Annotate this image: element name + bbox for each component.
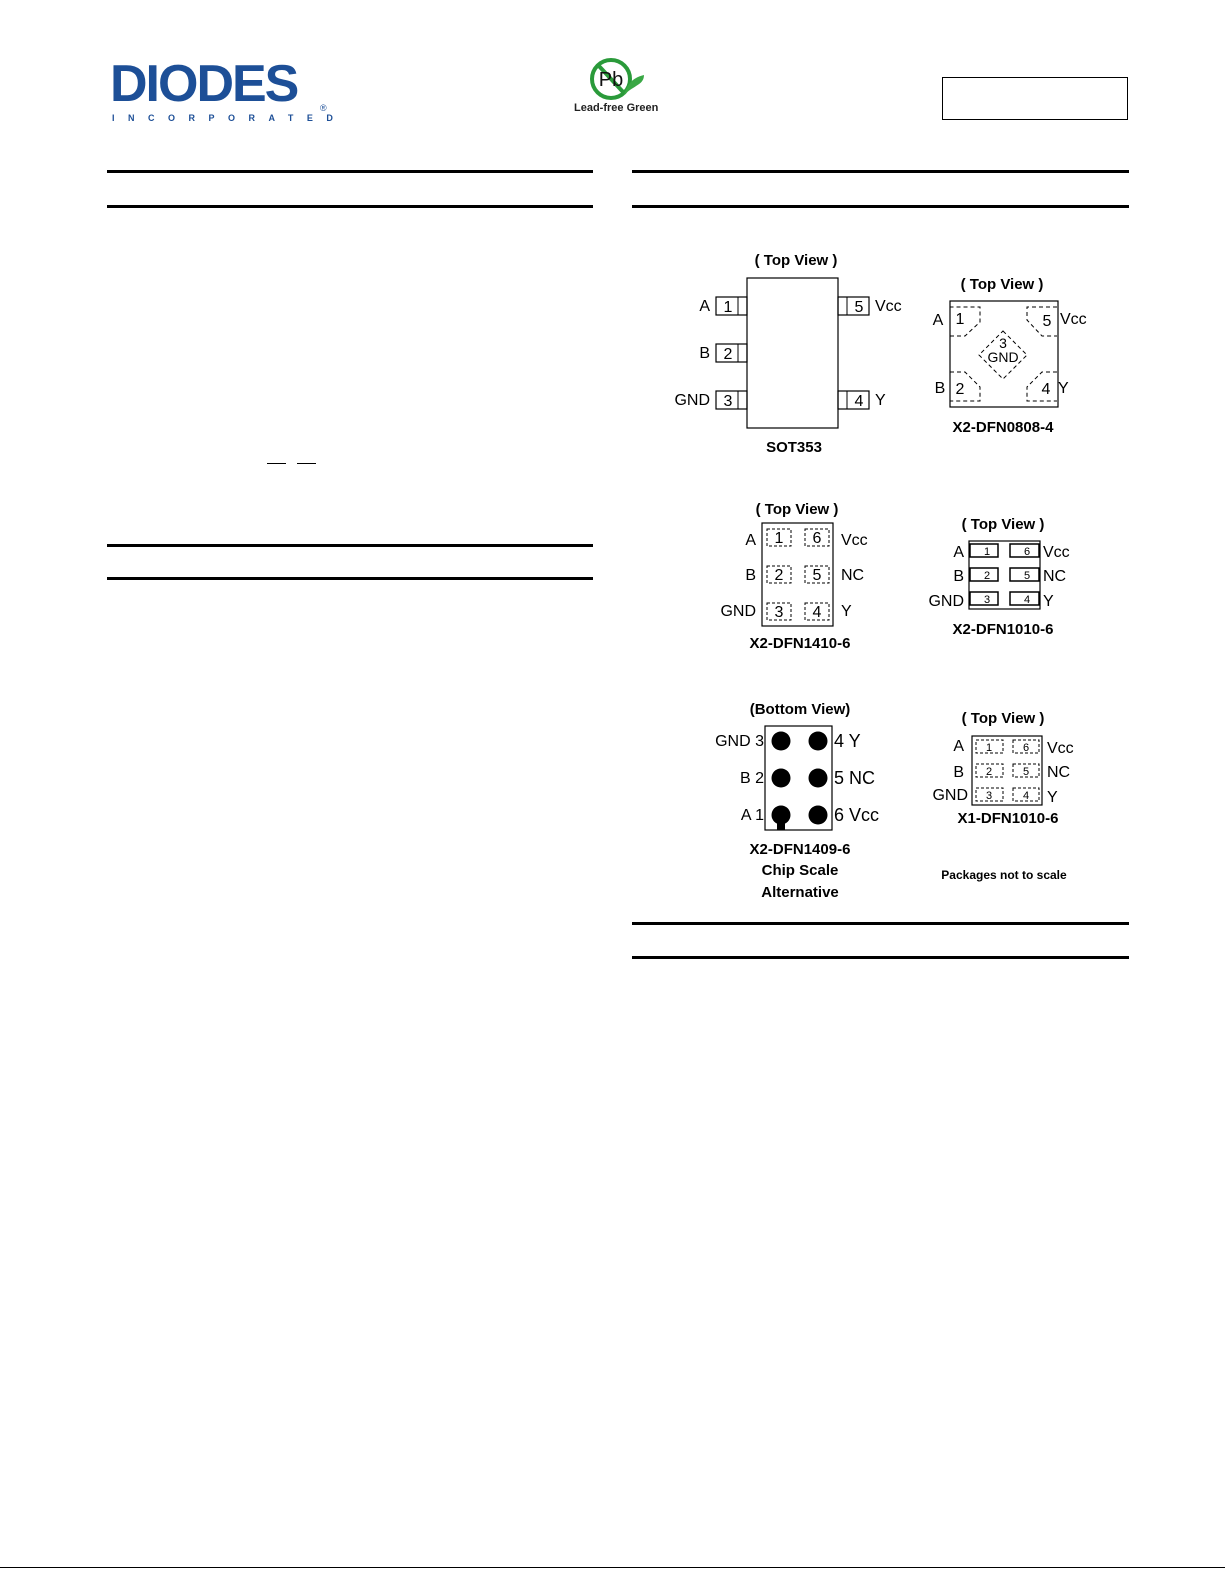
dfn1010-label: Vcc	[1043, 544, 1070, 561]
sot353-pin-label: Vcc	[875, 298, 902, 315]
dfn0808-label: B	[934, 380, 946, 397]
sot353-pin-label: A	[699, 298, 710, 315]
dfn0808-pin-num: 2	[955, 381, 965, 398]
dfn0808-pin-num: 1	[955, 311, 965, 328]
dfn1410-caption: X2-DFN1410-6	[749, 635, 851, 652]
packages-note: Packages not to scale	[941, 868, 1067, 882]
dfn1410-label: Y	[841, 603, 852, 620]
dfn1010-pin-num: 2	[983, 570, 991, 582]
sot353-pin-label: B	[699, 345, 710, 362]
dfn1409-label: A 1	[740, 807, 764, 824]
dfn1410-pin-num: 1	[774, 530, 784, 547]
dfn1010-label: B	[953, 568, 964, 585]
dfn1409-caption: X2-DFN1409-6	[749, 841, 851, 858]
dfn0808-pin-num: 5	[1042, 313, 1052, 330]
dfn0808-pin-num: 3	[999, 335, 1007, 351]
dfn1409-caption: Alternative	[761, 884, 839, 901]
company-logo: DIODES	[110, 55, 298, 113]
x1dfn1010-pin-num: 6	[1022, 742, 1030, 754]
registered-mark: ®	[320, 103, 327, 113]
x1dfn1010-label: Vcc	[1047, 740, 1074, 757]
dfn1409-label: 4 Y	[834, 731, 861, 751]
x1dfn1010-pin-num: 3	[985, 790, 993, 802]
dfn1010-pin-num: 4	[1023, 594, 1031, 606]
x1dfn1010-label: GND	[932, 787, 968, 804]
x1dfn1010-label: Y	[1047, 789, 1058, 806]
sot353-caption: SOT353	[766, 439, 822, 456]
dfn1010-caption: X2-DFN1010-6	[952, 621, 1054, 638]
dfn1409-label: 6 Vcc	[834, 805, 880, 825]
dfn1010-pin-num: 6	[1023, 546, 1031, 558]
dfn1410-pin-num: 2	[774, 567, 784, 584]
dfn1410-diagram	[720, 501, 867, 652]
x1dfn1010-label: B	[953, 764, 964, 781]
dfn0808-view: ( Top View )	[960, 276, 1044, 293]
dfn1010-label: A	[953, 544, 964, 561]
dfn0808-label: Y	[1058, 380, 1069, 397]
sot353-pin-num: 4	[854, 393, 864, 410]
x1dfn1010-caption: X1-DFN1010-6	[957, 810, 1059, 827]
x1dfn1010-label: A	[953, 738, 964, 755]
dfn1010-label: Y	[1043, 593, 1054, 610]
dfn1409-caption: Chip Scale	[761, 862, 839, 879]
sot353-pin-label: Y	[875, 392, 886, 409]
pb-symbol: Pb	[598, 69, 624, 91]
dfn0808-caption: X2-DFN0808-4	[952, 419, 1054, 436]
dfn1410-label: B	[745, 567, 756, 584]
x1dfn1010-label: NC	[1047, 764, 1071, 781]
sot353-pin-label: GND	[674, 392, 710, 409]
sot353-diagram	[674, 252, 901, 456]
dfn1410-pin-num: 4	[812, 604, 822, 621]
dfn0808-diagram	[933, 276, 1087, 436]
dfn1409-label: B 2	[739, 770, 764, 787]
sot353-pin-num: 3	[723, 393, 733, 410]
dfn0808-label: A	[932, 312, 944, 329]
dfn1410-view: ( Top View )	[755, 501, 839, 518]
company-logo-subtitle: INCORPORATED	[112, 113, 347, 123]
dfn1010-pin-num: 5	[1023, 570, 1031, 582]
dfn1409-diagram	[715, 701, 879, 901]
x1dfn1010-pin-num: 2	[985, 766, 993, 778]
x1dfn1010-diagram	[932, 710, 1073, 827]
dfn1010-label: NC	[1043, 568, 1067, 585]
dfn1409-label: 5 NC	[834, 768, 876, 788]
dfn1010-pin-num: 1	[983, 546, 991, 558]
dfn1410-pin-num: 5	[812, 567, 822, 584]
dfn1409-view: (Bottom View)	[749, 701, 851, 718]
x1dfn1010-pin-num: 5	[1022, 766, 1030, 778]
dfn1010-pin-num: 3	[983, 594, 991, 606]
dfn1409-label: GND 3	[715, 733, 764, 750]
dfn1410-label: GND	[720, 603, 756, 620]
dfn1010-view: ( Top View )	[961, 516, 1045, 533]
sot353-pin-num: 1	[723, 299, 733, 316]
dfn1410-label: NC	[841, 567, 865, 584]
dfn1410-label: Vcc	[841, 532, 868, 549]
dfn1410-label: A	[745, 532, 756, 549]
x1dfn1010-pin-num: 1	[985, 742, 993, 754]
x1dfn1010-view: ( Top View )	[961, 710, 1045, 727]
dfn0808-label: GND	[987, 349, 1019, 365]
dfn0808-label: Vcc	[1060, 311, 1087, 328]
x1dfn1010-pin-num: 4	[1022, 790, 1030, 802]
lead-free-label: Lead-free Green	[574, 102, 659, 114]
dfn1010-label: GND	[928, 593, 964, 610]
dfn0808-pin-num: 4	[1041, 381, 1051, 398]
dfn1410-pin-num: 3	[774, 604, 784, 621]
sot353-view: ( Top View )	[754, 252, 838, 269]
sot353-pin-num: 2	[723, 346, 733, 363]
sot353-pin-num: 5	[854, 299, 864, 316]
dfn1410-pin-num: 6	[812, 530, 822, 547]
dfn1010-diagram	[928, 516, 1069, 638]
